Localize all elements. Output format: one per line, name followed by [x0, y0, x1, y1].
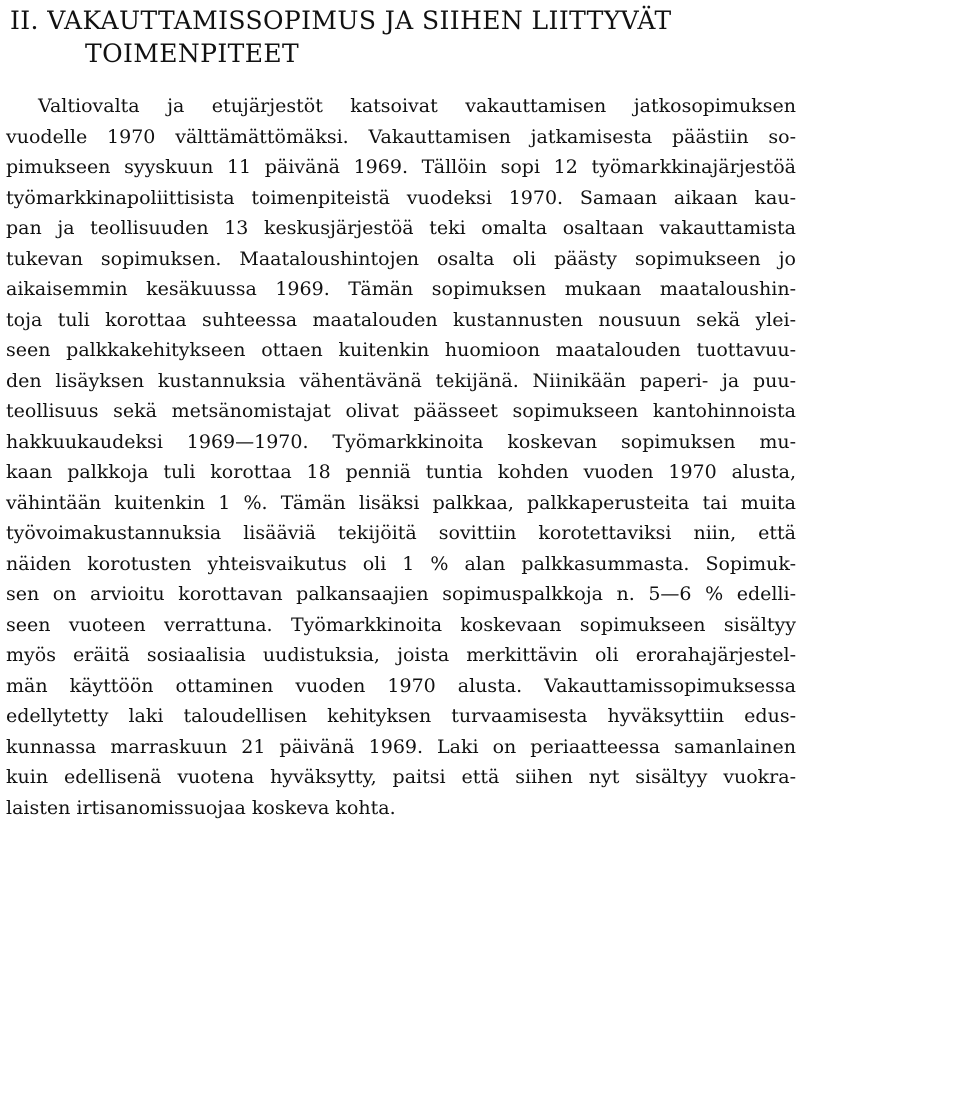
section-heading-line-2: TOIMENPITEET — [85, 39, 300, 68]
paragraph-line: toja tuli korottaa suhteessa maatalouden kustannusten nousuun sekä ylei- — [6, 308, 796, 331]
section-heading — [10, 4, 940, 70]
paragraph-line: myös eräitä sosiaalisia uudistuksia, joista merkittävin oli erorahajärjestel- — [6, 644, 796, 666]
paragraph-line: kunnassa marraskuun 21 päivänä 1969. Laki on periaatteessa samanlainen — [6, 735, 796, 758]
paragraph-line: vähintään kuitenkin 1 %. Tämän lisäksi palkkaa, palkkaperusteita tai muita — [6, 491, 796, 514]
paragraph-line: hakkuukaudeksi 1969—1970. Työmarkkinoita koskevan sopimuksen mu- — [6, 430, 796, 453]
paragraph-line: työmarkkinapoliittisista toimenpiteistä vuodeksi 1970. Samaan aikaan kau- — [6, 186, 796, 209]
paragraph-line: aikaisemmin kesäkuussa 1969. Tämän sopimuksen mukaan maataloushin- — [6, 278, 796, 300]
paragraph-line: näiden korotusten yhteisvaikutus oli 1 % alan palkkasummasta. Sopimuk- — [6, 552, 796, 575]
paragraph-line: edellytetty laki taloudellisen kehityksen turvaamisesta hyväksyttiin edus- — [6, 705, 796, 727]
section-heading-line-1: II. VAKAUTTAMISSOPIMUS JA SIIHEN LIITTYVÄT — [10, 6, 672, 35]
paragraph-line: Valtiovalta ja etujärjestöt katsoivat vakauttamisen jatkosopimuksen — [38, 95, 796, 117]
paragraph-line: pimukseen syyskuun 11 päivänä 1969. Tällöin sopi 12 työmarkkinajärjestöä — [6, 156, 796, 178]
paragraph-line: tukevan sopimuksen. Maataloushintojen osalta oli päästy sopimukseen jo — [6, 247, 796, 270]
paragraph-line: män käyttöön ottaminen vuoden 1970 alusta. Vakauttamissopimuksessa — [6, 674, 796, 697]
paragraph-line: sen on arvioitu korottavan palkansaajien sopimuspalkkoja n. 5—6 % edelli- — [6, 583, 796, 605]
paragraph-line: kuin edellisenä vuotena hyväksytty, paitsi että siihen nyt sisältyy vuokra- — [6, 766, 796, 788]
paragraph-line: kaan palkkoja tuli korottaa 18 penniä tuntia kohden vuoden 1970 alusta, — [6, 461, 796, 483]
paragraph-line: teollisuus sekä metsänomistajat olivat päässeet sopimukseen kantohinnoista — [6, 400, 796, 422]
body-paragraph — [6, 91, 796, 823]
paragraph-line: pan ja teollisuuden 13 keskusjärjestöä teki omalta osaltaan vakauttamista — [6, 217, 796, 239]
paragraph-line: vuodelle 1970 välttämättömäksi. Vakauttamisen jatkamisesta päästiin so- — [6, 125, 796, 148]
paragraph-line: työvoimakustannuksia lisääviä tekijöitä sovittiin korotettaviksi niin, että — [6, 522, 796, 544]
paragraph-line: seen palkkakehitykseen ottaen kuitenkin huomioon maatalouden tuottavuu- — [6, 339, 796, 361]
paragraph-line: laisten irtisanomissuojaa koskeva kohta. — [6, 796, 396, 819]
paragraph-line: den lisäyksen kustannuksia vähentävänä tekijänä. Niinikään paperi- ja puu- — [6, 369, 796, 392]
paragraph-line: seen vuoteen verrattuna. Työmarkkinoita koskevaan sopimukseen sisältyy — [6, 613, 796, 636]
